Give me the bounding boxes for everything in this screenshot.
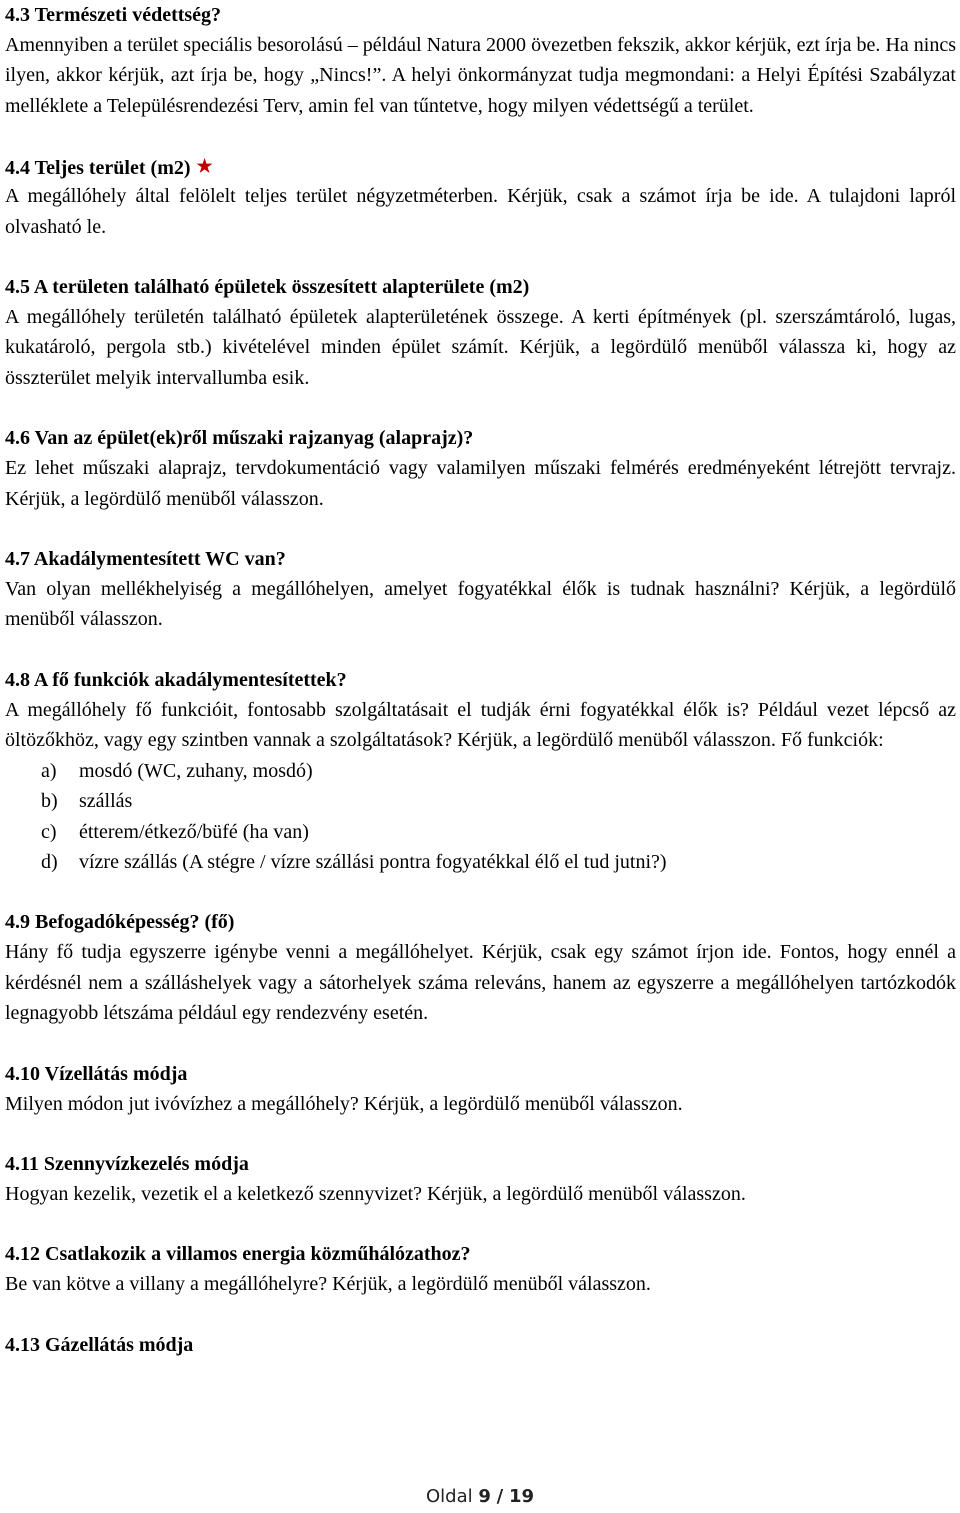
- section-body: Van olyan mellékhelyiség a megállóhelyen, amelyet fogyatékkal élők is tudnak használni? Kérjük, a legördülő menüből válasszon.: [5, 578, 956, 631]
- section-title: 4.7 Akadálymentesített WC van?: [5, 548, 286, 571]
- section-body: Milyen módon jut ivóvízhez a megállóhely? Kérjük, a legördülő menüből válasszon.: [5, 1092, 683, 1115]
- section-4-8: [5, 665, 956, 877]
- section-title: 4.11 Szennyvízkezelés módja: [5, 1152, 249, 1175]
- list-item-text: mosdó (WC, zuhany, mosdó): [79, 759, 313, 782]
- required-star-icon: ★: [196, 156, 213, 177]
- section-body: Ez lehet műszaki alaprajz, tervdokumentáció vagy valamilyen műszaki felmérés eredményeként létrejött tervrajz. Kérjük, a legördülő menüből válasszon.: [5, 457, 956, 510]
- section-4-13: [5, 1330, 956, 1360]
- list-item-text: étterem/étkező/büfé (ha van): [79, 820, 309, 843]
- section-title: 4.13 Gázellátás módja: [5, 1333, 194, 1356]
- page-separator: /: [496, 1486, 504, 1507]
- list-marker: d): [41, 850, 58, 873]
- section-body: A megállóhely fő funkcióit, fontosabb szolgáltatásait el tudják érni fogyatékkal élők is? Például vezet lépcső az öltözőkhöz, vagy egy szintben vannak a szolgáltatások? Kérjük, a legördülő menüből válasszon. Fő funkciók:: [5, 698, 956, 752]
- list-item: [41, 817, 956, 847]
- section-body: Amennyiben a terület speciális besorolású – például Natura 2000 övezetben fekszik, akkor kérjük, ezt írja be. Ha nincs ilyen, akkor kérjük, azt írja be, hogy „Nincs!”. A helyi önkormányzat tudja megmondani: a Helyi Építési Szabályzat melléklete a Településrendezési Terv, amin fel van tűntetve, hogy milyen védettségű a terület.: [5, 34, 956, 117]
- list-item: [41, 847, 956, 877]
- list-item: [41, 786, 956, 816]
- section-title: 4.12 Csatlakozik a villamos energia közműhálózathoz?: [5, 1243, 471, 1266]
- section-4-5: [5, 272, 956, 393]
- section-4-4: [5, 151, 956, 242]
- list-item-text: vízre szállás (A stégre / vízre szállási pontra fogyatékkal élő el tud jutni?): [79, 850, 667, 873]
- section-4-3: [5, 0, 956, 121]
- section-4-12: [5, 1239, 956, 1299]
- current-page-number: 9: [478, 1486, 491, 1507]
- section-body: Hogyan kezelik, vezetik el a keletkező szennyvizet? Kérjük, a legördülő menüből válasszon.: [5, 1182, 746, 1205]
- section-4-11: [5, 1149, 956, 1209]
- section-body: Hány fő tudja egyszerre igénybe venni a megállóhelyet. Kérjük, csak egy számot írjon ide. Fontos, hogy ennél a kérdésnél nem a szálláshelyek vagy a sátorhelyek száma releváns, hanem az egyszerre a megállóhelyen tartózkodók legnagyobb létszáma például egy rendezvény esetén.: [5, 941, 956, 1025]
- total-pages-number: 19: [508, 1486, 534, 1507]
- page-label: Oldal: [425, 1486, 473, 1507]
- section-body: A megállóhely által felölelt teljes terület négyzetméterben. Kérjük, csak a számot írja be ide. A tulajdoni lapról olvasható le.: [5, 185, 956, 238]
- section-title: 4.5 A területen található épületek összesített alapterülete (m2): [5, 276, 530, 299]
- list-marker: a): [41, 759, 57, 782]
- section-title: 4.10 Vízellátás módja: [5, 1062, 188, 1085]
- section-4-6: [5, 423, 956, 514]
- list-marker: c): [41, 820, 57, 843]
- section-title: 4.9 Befogadóképesség? (fő): [5, 911, 235, 934]
- section-4-10: [5, 1059, 956, 1119]
- section-title: 4.6 Van az épület(ek)ről műszaki rajzanyag (alaprajz)?: [5, 427, 474, 450]
- list-item-text: szállás: [79, 790, 133, 813]
- section-body: Be van kötve a villany a megállóhelyre? Kérjük, a legördülő menüből válasszon.: [5, 1273, 651, 1296]
- section-body: A megállóhely területén található épületek alapterületének összege. A kerti építmények (pl. szerszámtároló, lugas, kukatároló, pergola stb.) kivételével minden épület számít. Kérjük, a legördülő menüből válassza ki, hogy az összterület melyik intervallumba esik.: [5, 306, 956, 389]
- section-4-7: [5, 544, 956, 635]
- section-title: 4.8 A fő funkciók akadálymentesítettek?: [5, 668, 347, 691]
- document-page: [5, 0, 956, 1360]
- list-marker: b): [41, 790, 58, 813]
- list-item: [41, 756, 956, 786]
- section-title: 4.3 Természeti védettség?: [5, 4, 222, 26]
- section-4-9: [5, 907, 956, 1028]
- main-functions-list: [5, 756, 956, 878]
- section-title-row: [5, 151, 956, 181]
- page-footer: [0, 1485, 960, 1509]
- section-title: 4.4 Teljes terület (m2): [5, 157, 191, 180]
